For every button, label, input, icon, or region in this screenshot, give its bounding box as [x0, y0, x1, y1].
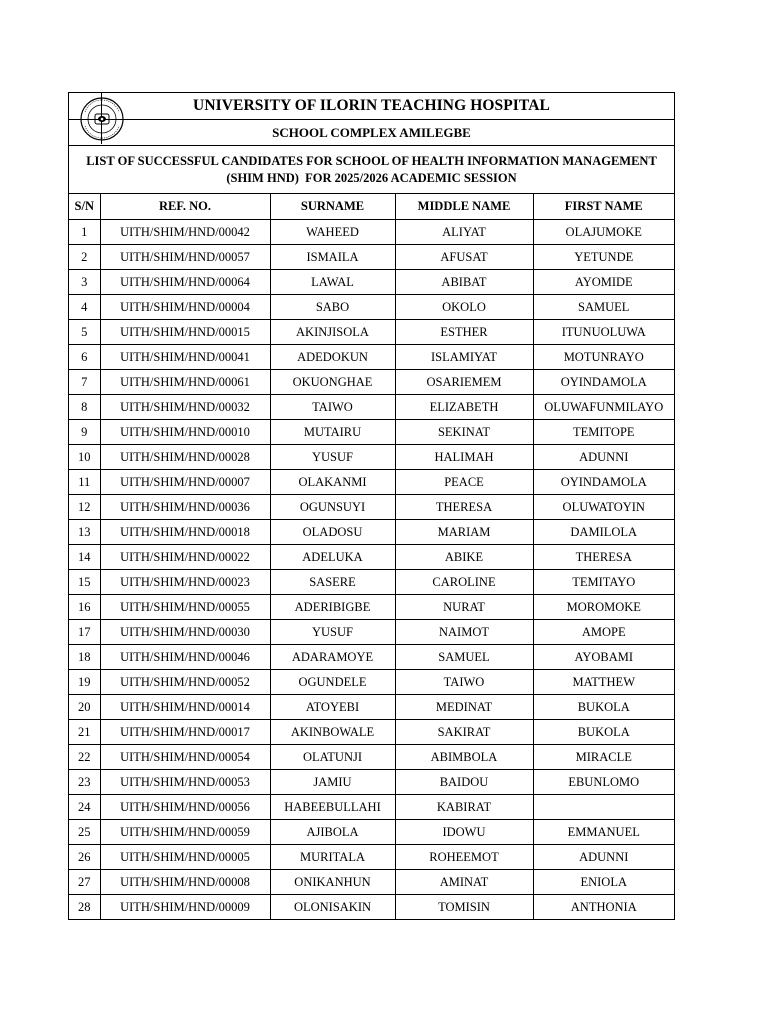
cell-sn: 18	[69, 645, 100, 670]
cell-surname: SASERE	[270, 570, 395, 595]
cell-sn: 22	[69, 745, 100, 770]
cell-ref-no: UITH/SHIM/HND/00030	[100, 620, 270, 645]
column-header-sn: S/N	[69, 194, 100, 220]
list-heading-line-1: LIST OF SUCCESSFUL CANDIDATES FOR SCHOOL OF HEALTH INFORMATION MANAGEMENT	[86, 154, 657, 168]
table-row	[69, 770, 674, 795]
cell-sn: 26	[69, 845, 100, 870]
column-header-ref-no: REF. NO.	[100, 194, 270, 220]
cell-sn: 23	[69, 770, 100, 795]
cell-ref-no: UITH/SHIM/HND/00041	[100, 345, 270, 370]
cell-sn: 8	[69, 395, 100, 420]
cell-surname: ADEDOKUN	[270, 345, 395, 370]
cell-first-name: THERESA	[533, 545, 674, 570]
cell-surname: AKINBOWALE	[270, 720, 395, 745]
table-row	[69, 270, 674, 295]
cell-ref-no: UITH/SHIM/HND/00005	[100, 845, 270, 870]
cell-ref-no: UITH/SHIM/HND/00052	[100, 670, 270, 695]
cell-ref-no: UITH/SHIM/HND/00015	[100, 320, 270, 345]
cell-middle-name: NAIMOT	[395, 620, 533, 645]
list-heading-line-2: (SHIM HND) FOR 2025/2026 ACADEMIC SESSION	[226, 171, 517, 185]
university-crest-icon	[79, 96, 125, 142]
cell-sn: 24	[69, 795, 100, 820]
cell-sn: 19	[69, 670, 100, 695]
cell-middle-name: ABIBAT	[395, 270, 533, 295]
cell-middle-name: ABIMBOLA	[395, 745, 533, 770]
cell-surname: MURITALA	[270, 845, 395, 870]
table-row	[69, 845, 674, 870]
cell-first-name: SAMUEL	[533, 295, 674, 320]
table-row	[69, 795, 674, 820]
cell-middle-name: ELIZABETH	[395, 395, 533, 420]
table-row	[69, 520, 674, 545]
cell-sn: 1	[69, 220, 100, 245]
table-row	[69, 720, 674, 745]
cell-ref-no: UITH/SHIM/HND/00053	[100, 770, 270, 795]
cell-surname: AJIBOLA	[270, 820, 395, 845]
cell-surname: ONIKANHUN	[270, 870, 395, 895]
table-row	[69, 570, 674, 595]
cell-middle-name: TAIWO	[395, 670, 533, 695]
cell-ref-no: UITH/SHIM/HND/00018	[100, 520, 270, 545]
cell-ref-no: UITH/SHIM/HND/00017	[100, 720, 270, 745]
cell-ref-no: UITH/SHIM/HND/00061	[100, 370, 270, 395]
cell-sn: 3	[69, 270, 100, 295]
cell-sn: 13	[69, 520, 100, 545]
cell-middle-name: ISLAMIYAT	[395, 345, 533, 370]
cell-first-name: OYINDAMOLA	[533, 470, 674, 495]
cell-first-name: OYINDAMOLA	[533, 370, 674, 395]
cell-middle-name: AMINAT	[395, 870, 533, 895]
cell-ref-no: UITH/SHIM/HND/00004	[100, 295, 270, 320]
cell-ref-no: UITH/SHIM/HND/00022	[100, 545, 270, 570]
cell-sn: 27	[69, 870, 100, 895]
cell-first-name: TEMITOPE	[533, 420, 674, 445]
cell-ref-no: UITH/SHIM/HND/00042	[100, 220, 270, 245]
cell-first-name: EBUNLOMO	[533, 770, 674, 795]
cell-first-name: MIRACLE	[533, 745, 674, 770]
cell-surname: YUSUF	[270, 445, 395, 470]
cell-middle-name: CAROLINE	[395, 570, 533, 595]
table-row	[69, 595, 674, 620]
cell-sn: 5	[69, 320, 100, 345]
table-row	[69, 870, 674, 895]
cell-middle-name: PEACE	[395, 470, 533, 495]
cell-ref-no: UITH/SHIM/HND/00046	[100, 645, 270, 670]
cell-first-name: BUKOLA	[533, 695, 674, 720]
cell-first-name: OLAJUMOKE	[533, 220, 674, 245]
cell-first-name: AMOPE	[533, 620, 674, 645]
table-row	[69, 895, 674, 920]
list-heading	[69, 146, 674, 194]
cell-surname: OGUNDELE	[270, 670, 395, 695]
cell-ref-no: UITH/SHIM/HND/00036	[100, 495, 270, 520]
column-header-middle-name: MIDDLE NAME	[395, 194, 533, 220]
table-row	[69, 370, 674, 395]
cell-middle-name: AFUSAT	[395, 245, 533, 270]
cell-surname: LAWAL	[270, 270, 395, 295]
table-header-row	[69, 194, 674, 220]
cell-first-name: MOROMOKE	[533, 595, 674, 620]
cell-first-name: ENIOLA	[533, 870, 674, 895]
cell-first-name: AYOBAMI	[533, 645, 674, 670]
cell-sn: 10	[69, 445, 100, 470]
cell-surname: ADERIBIGBE	[270, 595, 395, 620]
cell-surname: YUSUF	[270, 620, 395, 645]
cell-ref-no: UITH/SHIM/HND/00057	[100, 245, 270, 270]
table-row	[69, 645, 674, 670]
cell-middle-name: NURAT	[395, 595, 533, 620]
cell-surname: OLAKANMI	[270, 470, 395, 495]
table-row	[69, 295, 674, 320]
table-row	[69, 345, 674, 370]
table-row	[69, 545, 674, 570]
cell-middle-name: OSARIEMEM	[395, 370, 533, 395]
document-sheet	[68, 92, 675, 920]
candidates-table	[69, 194, 674, 919]
cell-first-name: DAMILOLA	[533, 520, 674, 545]
table-row	[69, 620, 674, 645]
cell-surname: OKUONGHAE	[270, 370, 395, 395]
cell-first-name: BUKOLA	[533, 720, 674, 745]
column-header-surname: SURNAME	[270, 194, 395, 220]
cell-middle-name: MARIAM	[395, 520, 533, 545]
cell-surname: WAHEED	[270, 220, 395, 245]
cell-sn: 25	[69, 820, 100, 845]
cell-ref-no: UITH/SHIM/HND/00028	[100, 445, 270, 470]
cell-middle-name: THERESA	[395, 495, 533, 520]
table-row	[69, 320, 674, 345]
institution-title: UNIVERSITY OF ILORIN TEACHING HOSPITAL	[69, 93, 674, 120]
table-row	[69, 445, 674, 470]
cell-surname: ISMAILA	[270, 245, 395, 270]
cell-first-name: TEMITAYO	[533, 570, 674, 595]
cell-middle-name: MEDINAT	[395, 695, 533, 720]
cell-ref-no: UITH/SHIM/HND/00054	[100, 745, 270, 770]
cell-first-name: OLUWAFUNMILAYO	[533, 395, 674, 420]
cell-sn: 21	[69, 720, 100, 745]
cell-ref-no: UITH/SHIM/HND/00055	[100, 595, 270, 620]
school-subtitle: SCHOOL COMPLEX AMILEGBE	[69, 120, 674, 146]
table-row	[69, 420, 674, 445]
table-body	[69, 220, 674, 920]
cell-surname: AKINJISOLA	[270, 320, 395, 345]
cell-surname: MUTAIRU	[270, 420, 395, 445]
cell-first-name: YETUNDE	[533, 245, 674, 270]
cell-ref-no: UITH/SHIM/HND/00023	[100, 570, 270, 595]
cell-middle-name: BAIDOU	[395, 770, 533, 795]
cell-ref-no: UITH/SHIM/HND/00064	[100, 270, 270, 295]
cell-middle-name: HALIMAH	[395, 445, 533, 470]
cell-middle-name: SAMUEL	[395, 645, 533, 670]
cell-sn: 15	[69, 570, 100, 595]
cell-first-name: MOTUNRAYO	[533, 345, 674, 370]
cell-surname: OGUNSUYI	[270, 495, 395, 520]
cell-first-name: ADUNNI	[533, 845, 674, 870]
cell-first-name: ADUNNI	[533, 445, 674, 470]
cell-middle-name: KABIRAT	[395, 795, 533, 820]
cell-middle-name: ABIKE	[395, 545, 533, 570]
table-row	[69, 695, 674, 720]
table-row	[69, 395, 674, 420]
cell-ref-no: UITH/SHIM/HND/00007	[100, 470, 270, 495]
cell-surname: ATOYEBI	[270, 695, 395, 720]
cell-surname: TAIWO	[270, 395, 395, 420]
cell-ref-no: UITH/SHIM/HND/00059	[100, 820, 270, 845]
cell-sn: 4	[69, 295, 100, 320]
table-row	[69, 470, 674, 495]
cell-surname: HABEEBULLAHI	[270, 795, 395, 820]
cell-ref-no: UITH/SHIM/HND/00014	[100, 695, 270, 720]
cell-middle-name: OKOLO	[395, 295, 533, 320]
table-row	[69, 670, 674, 695]
table-row	[69, 495, 674, 520]
cell-surname: SABO	[270, 295, 395, 320]
cell-first-name: ANTHONIA	[533, 895, 674, 920]
cell-ref-no: UITH/SHIM/HND/00032	[100, 395, 270, 420]
cell-sn: 12	[69, 495, 100, 520]
cell-surname: ADELUKA	[270, 545, 395, 570]
cell-sn: 14	[69, 545, 100, 570]
cell-sn: 28	[69, 895, 100, 920]
cell-surname: ADARAMOYE	[270, 645, 395, 670]
cell-sn: 7	[69, 370, 100, 395]
cell-middle-name: TOMISIN	[395, 895, 533, 920]
cell-ref-no: UITH/SHIM/HND/00010	[100, 420, 270, 445]
cell-middle-name: SAKIRAT	[395, 720, 533, 745]
cell-first-name: AYOMIDE	[533, 270, 674, 295]
cell-sn: 20	[69, 695, 100, 720]
table-row	[69, 220, 674, 245]
cell-middle-name: SEKINAT	[395, 420, 533, 445]
cell-ref-no: UITH/SHIM/HND/00009	[100, 895, 270, 920]
table-row	[69, 245, 674, 270]
cell-first-name: MATTHEW	[533, 670, 674, 695]
cell-middle-name: ROHEEMOT	[395, 845, 533, 870]
cell-surname: OLONISAKIN	[270, 895, 395, 920]
cell-surname: JAMIU	[270, 770, 395, 795]
cell-sn: 6	[69, 345, 100, 370]
cell-ref-no: UITH/SHIM/HND/00056	[100, 795, 270, 820]
cell-first-name	[533, 795, 674, 820]
cell-ref-no: UITH/SHIM/HND/00008	[100, 870, 270, 895]
cell-surname: OLADOSU	[270, 520, 395, 545]
cell-first-name: EMMANUEL	[533, 820, 674, 845]
cell-first-name: ITUNUOLUWA	[533, 320, 674, 345]
cell-sn: 2	[69, 245, 100, 270]
cell-middle-name: ESTHER	[395, 320, 533, 345]
cell-first-name: OLUWATOYIN	[533, 495, 674, 520]
cell-sn: 16	[69, 595, 100, 620]
cell-middle-name: ALIYAT	[395, 220, 533, 245]
column-header-first-name: FIRST NAME	[533, 194, 674, 220]
cell-surname: OLATUNJI	[270, 745, 395, 770]
cell-middle-name: IDOWU	[395, 820, 533, 845]
table-row	[69, 745, 674, 770]
table-row	[69, 820, 674, 845]
cell-sn: 17	[69, 620, 100, 645]
cell-sn: 9	[69, 420, 100, 445]
cell-sn: 11	[69, 470, 100, 495]
